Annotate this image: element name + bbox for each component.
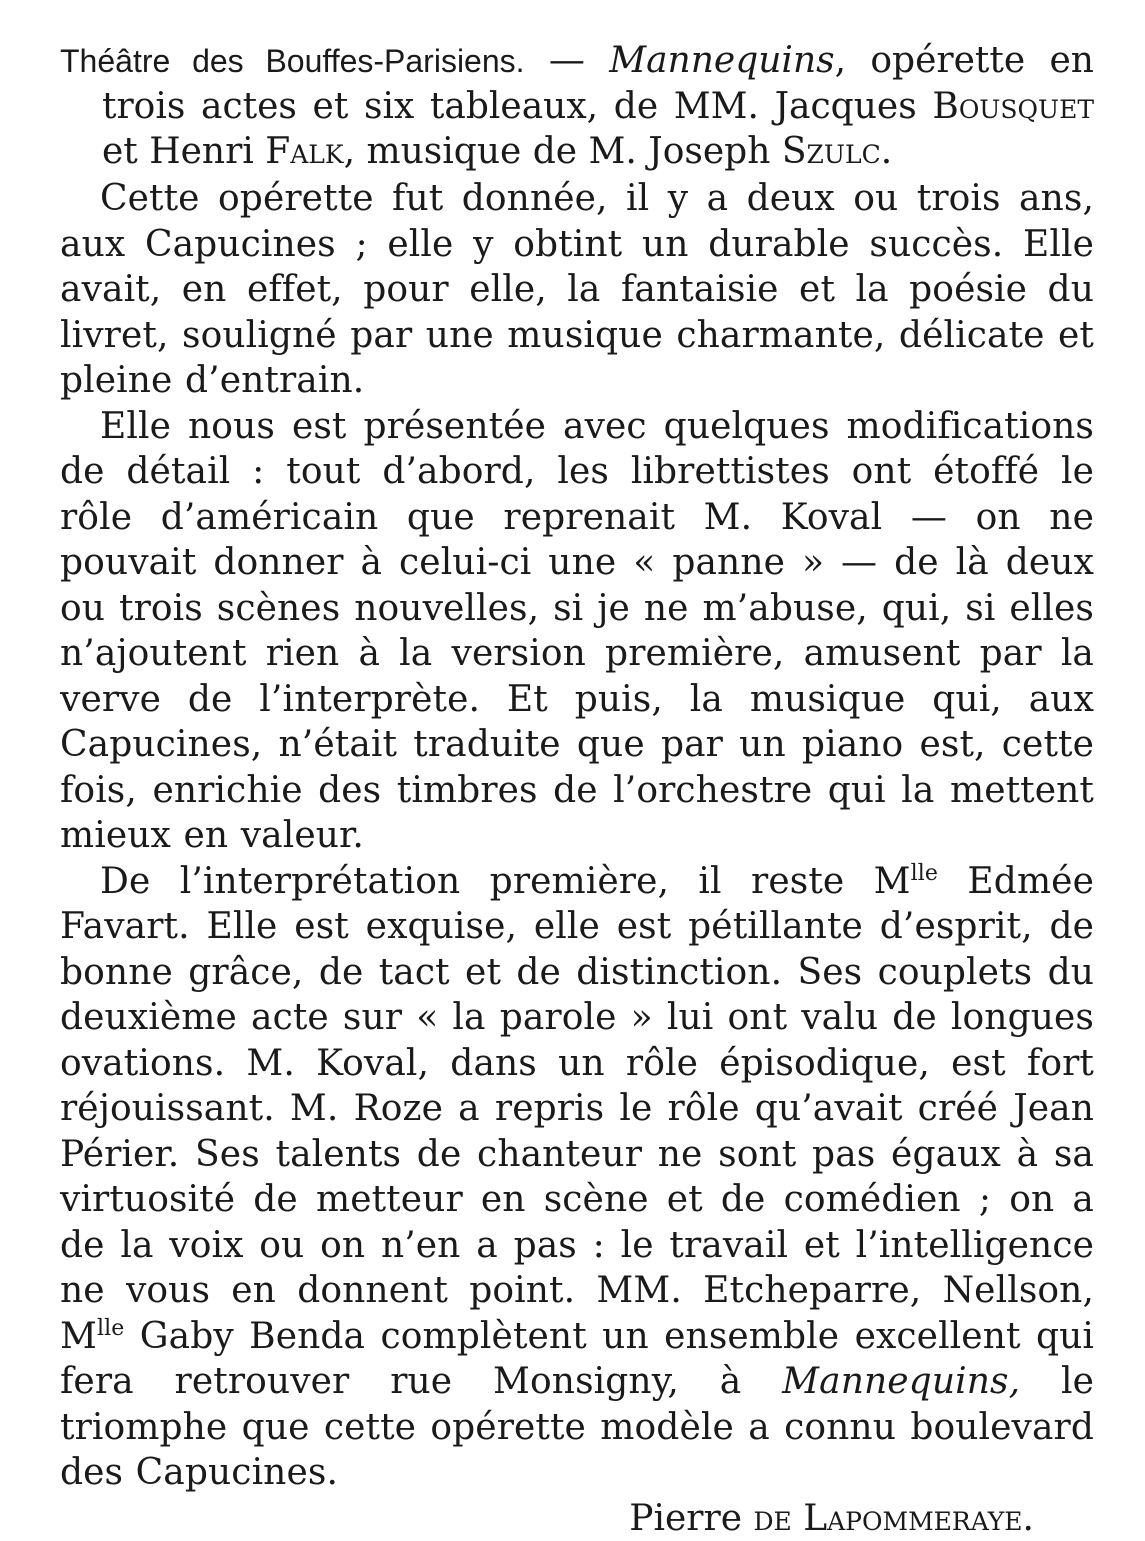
paragraph-2: Elle nous est présentée avec quelques modifications de détail : tout d’abord, les librettistes ont étoffé le rôle d’américain que reprenait M. Koval — on ne pouvait donner à celui-ci une « panne » — de là deux ou trois scènes nouvelles, si je ne m’abuse, qui, si elles n’ajoutent rien à la version première, amusent par la verve de l’interprète. Et puis, la musique qui, aux Capucines, n’était traduite que par un piano est, cette fois, enrichie des timbres de l’orchestre qui la mettent mieux en valeur. xyxy=(60,404,1094,859)
signature xyxy=(629,1496,1094,1541)
paragraph-3-text-b: Edmée Favart. Elle est exquise, elle est pétillante d’esprit, de bonne grâce, de tact et de distinction. Ses couplets du deuxième acte sur « la parole » lui ont valu de longues ovations. M. Koval, dans un rôle épisodique, est fort réjouissant. M. Roze a repris le rôle qu’avait créé Jean Périer. Ses talents de chanteur ne sont pas égaux à sa virtuosité de metteur en scène et de comédien ; on a de la voix ou on n’en a pas : le travail et l’intelligence ne vous en donnent point. MM. Etcheparre, Nellson, M xyxy=(60,861,1094,1357)
signature-line xyxy=(60,1496,1094,1541)
composer-surname: Szulc xyxy=(782,131,881,172)
article-heading xyxy=(60,38,1094,174)
signature-end: . xyxy=(1023,1498,1034,1539)
heading-end: . xyxy=(881,131,892,172)
heading-dash: — xyxy=(525,40,610,81)
signature-particle: de xyxy=(753,1498,791,1539)
paragraph-3-text-d: le triomphe que cette opérette modèle a connu boulevard des Capucines. xyxy=(60,1361,1094,1493)
heading-text-2: et Henri xyxy=(102,131,265,172)
paragraph-3 xyxy=(60,859,1094,1496)
venue-name: Théâtre des Bouffes-Parisiens. xyxy=(60,43,525,79)
heading-text-1: , opérette en trois actes et six tableaux, de MM. Jacques xyxy=(102,40,1094,127)
mademoiselle-superscript-2: lle xyxy=(97,1316,124,1341)
show-title-inline: Mannequins, xyxy=(782,1361,1020,1402)
paragraph-1: Cette opérette fut donnée, il y a deux ou trois ans, aux Capucines ; elle y obtint un durable succès. Elle avait, en effet, pour elle, la fantaisie et la poésie du livret, souligné par une musique charmante, délicate et pleine d’entrain. xyxy=(60,176,1094,404)
show-title: Mannequins xyxy=(609,40,834,81)
signature-surname: Lapommeraye xyxy=(803,1498,1022,1539)
paragraph-3-text-c: Gaby Benda complètent un ensemble excellent qui fera retrouver rue Monsigny, à xyxy=(60,1316,1094,1403)
mademoiselle-superscript: lle xyxy=(911,861,938,886)
author-2-surname: Falk xyxy=(265,131,343,172)
article xyxy=(60,38,1094,1541)
heading-text-3: , musique de M. Joseph xyxy=(344,131,782,172)
author-1-surname: Bousquet xyxy=(932,86,1094,127)
paragraph-3-text-a: De l’interprétation première, il reste M xyxy=(100,861,911,902)
signature-given-name: Pierre xyxy=(629,1498,742,1539)
